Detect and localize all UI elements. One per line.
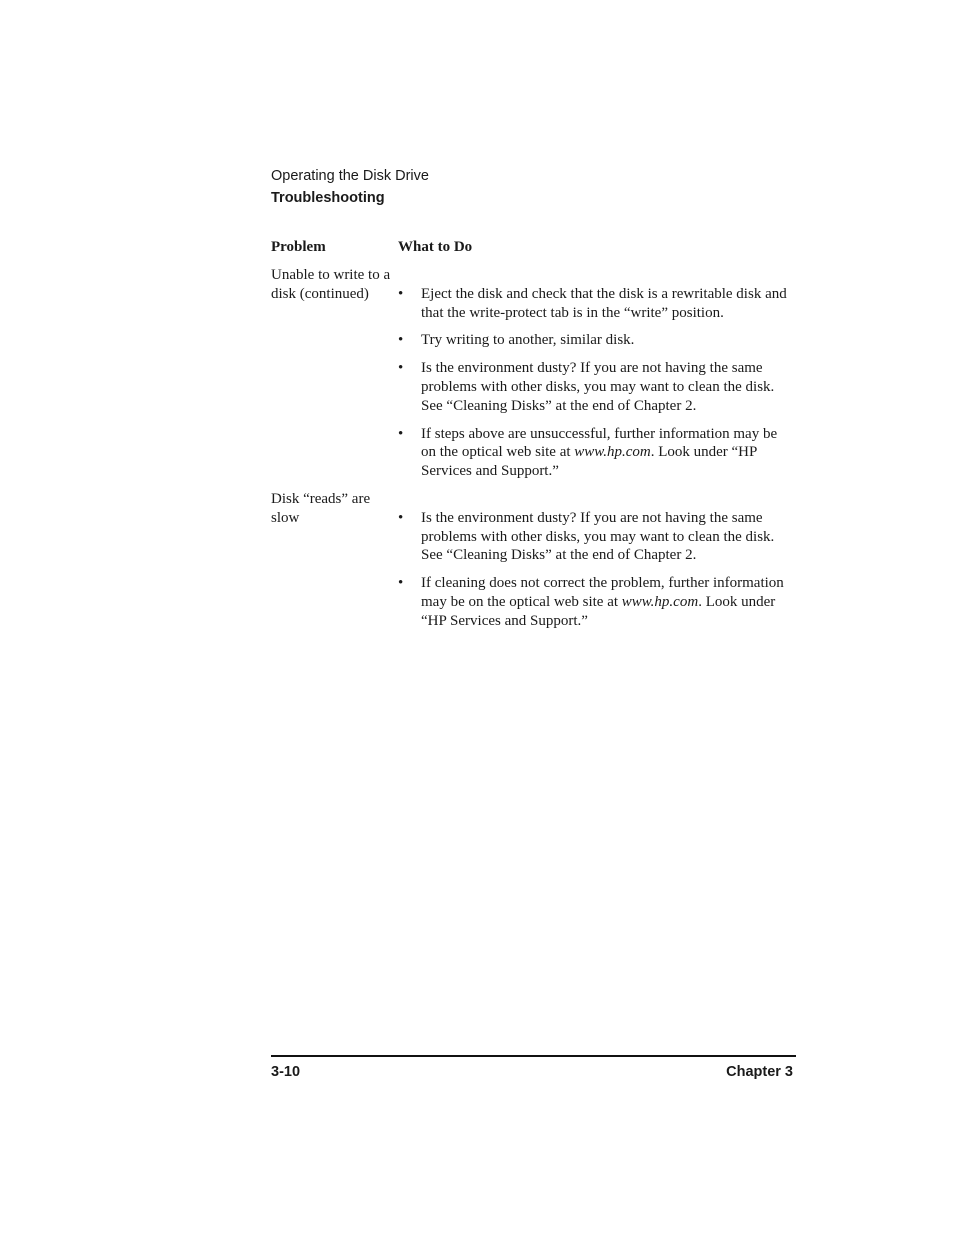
list-item-text: If steps above are unsuccessful, further information may be on the optical web site at www.hp.com. Look under “HP Services and Support.”	[421, 425, 778, 480]
column-header-problem: Problem	[271, 239, 326, 255]
bullet-icon: •	[398, 285, 404, 302]
footer-rule	[271, 1055, 796, 1057]
list-item-text: Try writing to another, similar disk.	[421, 332, 635, 349]
bullet-icon: •	[398, 425, 404, 442]
table-row	[271, 266, 796, 481]
bullet-icon: •	[398, 509, 404, 526]
chapter-label: Chapter 3	[726, 1064, 793, 1080]
section-title: Troubleshooting	[271, 190, 385, 206]
web-address: www.hp.com	[574, 444, 651, 461]
bullet-icon: •	[398, 332, 404, 349]
bullet-icon: •	[398, 360, 404, 377]
column-header-what-to-do: What to Do	[398, 239, 473, 255]
page-number: 3-10	[271, 1064, 301, 1080]
list-item-text: Is the environment dusty? If you are not having the same problems with other disks, you may want to clean the disk. See “Cleaning Disks” at the end of Chapter 2.	[421, 360, 775, 414]
document-page	[271, 0, 796, 1235]
list-item	[398, 509, 796, 565]
list-item-text: If cleaning does not correct the problem, further information may be on the optical web site at www.hp.com. Look under “HP Services and Support.”	[421, 575, 784, 629]
chapter-title: Operating the Disk Drive	[271, 168, 429, 184]
table-row	[271, 490, 796, 631]
bullet-icon: •	[398, 575, 404, 592]
list-item	[398, 574, 796, 630]
list-item	[398, 285, 796, 323]
troubleshooting-table	[271, 238, 796, 640]
list-item-text: Is the environment dusty? If you are not having the same problems with other disks, you may want to clean the disk. See “Cleaning Disks” at the end of Chapter 2.	[421, 509, 775, 564]
list-item	[398, 425, 796, 481]
list-item-text: Eject the disk and check that the disk is a rewritable disk and that the write-protect tab is in the “write” position.	[421, 285, 787, 321]
running-header	[271, 165, 429, 209]
problem-cell: Unable to write to a disk (continued)	[271, 267, 391, 302]
list-item	[398, 331, 796, 350]
problem-cell: Disk “reads” are slow	[271, 490, 371, 526]
what-to-do-cell	[398, 266, 796, 481]
web-address: www.hp.com	[621, 593, 699, 610]
page-footer	[271, 1062, 793, 1082]
table-header-row	[271, 238, 796, 266]
what-to-do-cell	[398, 490, 796, 631]
list-item	[398, 359, 796, 415]
